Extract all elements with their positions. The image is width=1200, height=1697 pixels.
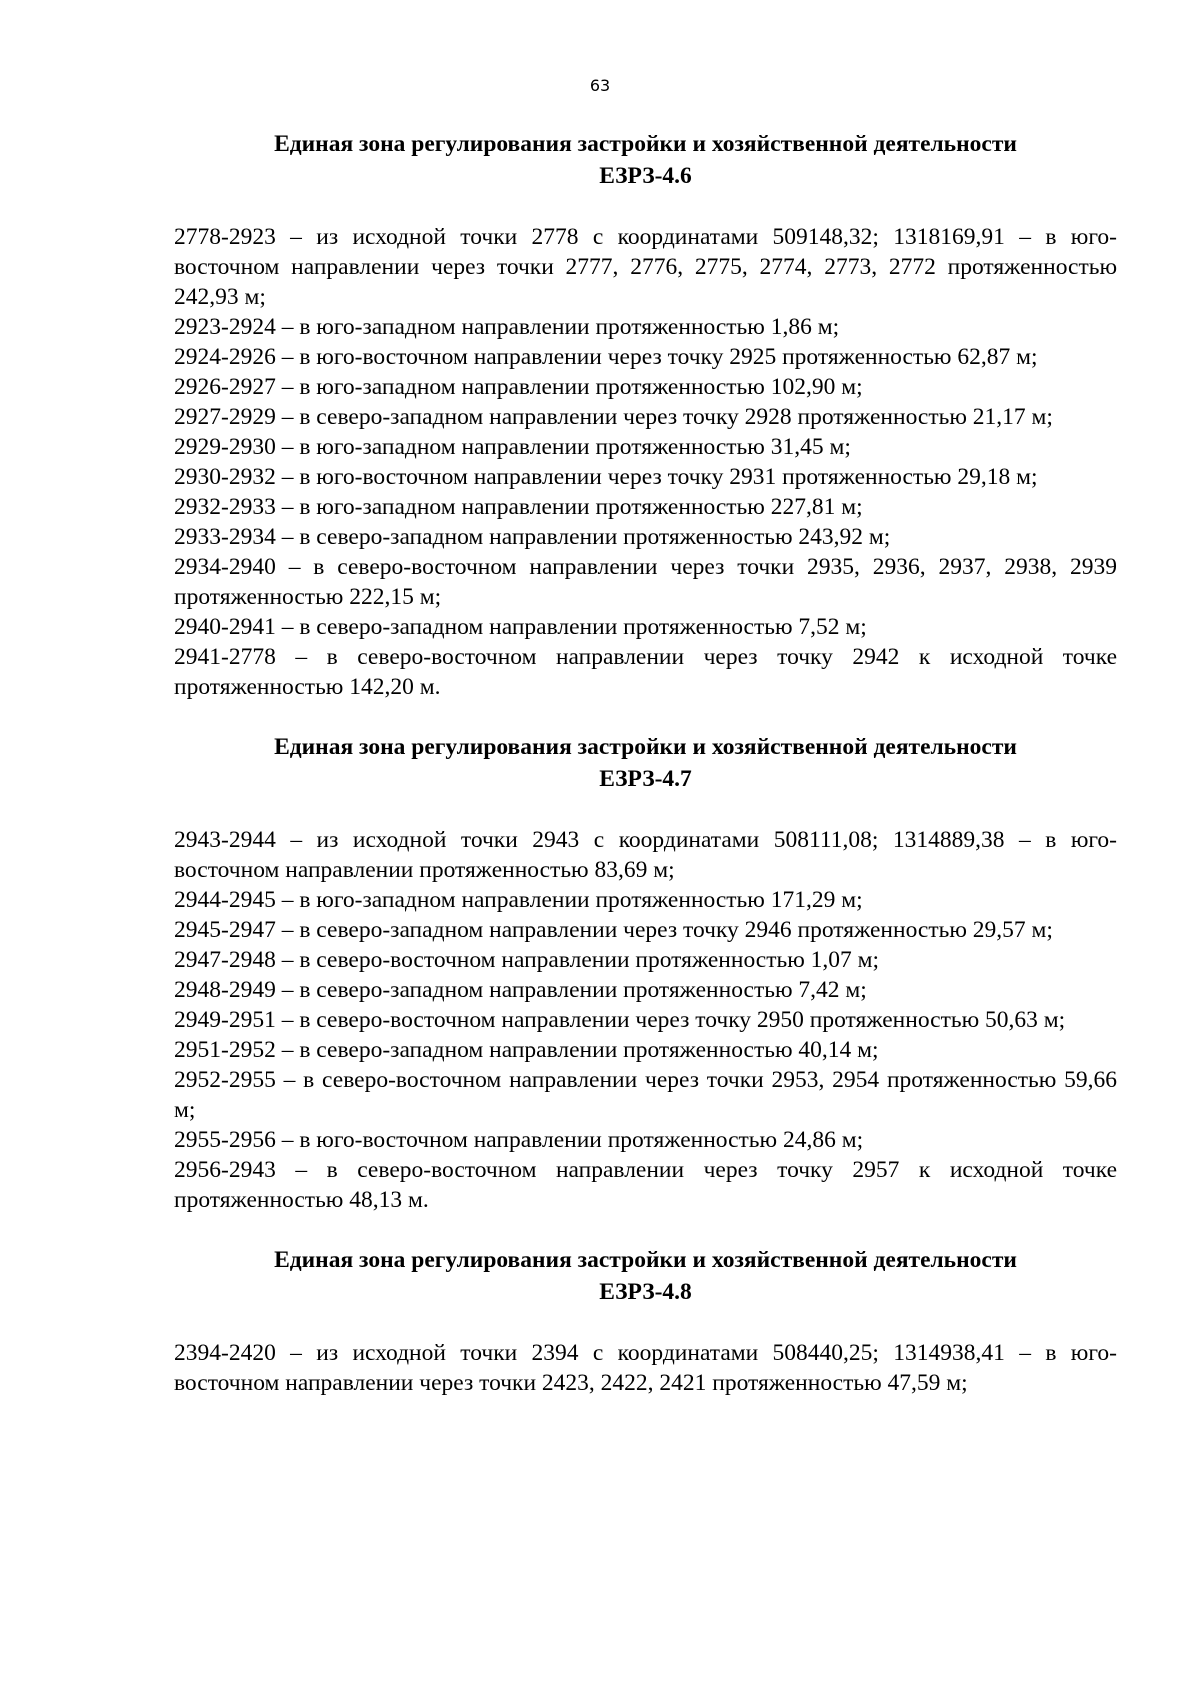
boundary-paragraph: 2945-2947 – в северо-западном направлении через точку 2946 протяженностью 29,57 м;	[174, 917, 1053, 943]
boundary-paragraph: 2941-2778 – в северо-восточном направлении через точку 2942 к исходной точке протяженностью 142,20 м.	[174, 644, 1117, 700]
section-title	[174, 128, 1117, 192]
section-title-line1: Единая зона регулирования застройки и хозяйственной деятельности	[274, 1247, 1017, 1273]
boundary-paragraph: 2933-2934 – в северо-западном направлении протяженностью 243,92 м;	[174, 524, 891, 550]
boundary-paragraph: 2952-2955 – в северо-восточном направлении через точки 2953, 2954 протяженностью 59,66 м;	[174, 1067, 1117, 1123]
document-content	[174, 128, 1117, 1398]
boundary-paragraph: 2947-2948 – в северо-восточном направлении протяженностью 1,07 м;	[174, 947, 880, 973]
section-title	[174, 1244, 1117, 1308]
page-number: 63	[589, 76, 611, 95]
section-title	[174, 731, 1117, 795]
boundary-paragraph: 2934-2940 – в северо-восточном направлении через точки 2935, 2936, 2937, 2938, 2939 протяженностью 222,15 м;	[174, 554, 1117, 610]
boundary-paragraph: 2949-2951 – в северо-восточном направлении через точку 2950 протяженностью 50,63 м;	[174, 1007, 1066, 1033]
boundary-paragraph: 2932-2933 – в юго-западном направлении протяженностью 227,81 м;	[174, 494, 863, 520]
boundary-paragraph: 2926-2927 – в юго-западном направлении протяженностью 102,90 м;	[174, 374, 863, 400]
boundary-paragraph: 2923-2924 – в юго-западном направлении протяженностью 1,86 м;	[174, 314, 840, 340]
boundary-paragraph: 2927-2929 – в северо-западном направлении через точку 2928 протяженностью 21,17 м;	[174, 404, 1053, 430]
section-title-line1: Единая зона регулирования застройки и хозяйственной деятельности	[274, 734, 1017, 760]
section-title-line2: ЕЗРЗ-4.7	[599, 766, 692, 792]
boundary-paragraph: 2924-2926 – в юго-восточном направлении через точку 2925 протяженностью 62,87 м;	[174, 344, 1038, 370]
boundary-paragraph: 2948-2949 – в северо-западном направлении протяженностью 7,42 м;	[174, 977, 867, 1003]
boundary-paragraph: 2930-2932 – в юго-восточном направлении через точку 2931 протяженностью 29,18 м;	[174, 464, 1038, 490]
zone-section-4-8	[174, 1244, 1117, 1398]
boundary-paragraph: 2956-2943 – в северо-восточном направлении через точку 2957 к исходной точке протяженностью 48,13 м.	[174, 1157, 1117, 1213]
section-body	[174, 825, 1117, 1215]
section-title-line2: ЕЗРЗ-4.8	[599, 1279, 692, 1305]
boundary-paragraph: 2944-2945 – в юго-западном направлении протяженностью 171,29 м;	[174, 887, 863, 913]
section-title-line2: ЕЗРЗ-4.6	[599, 163, 692, 189]
zone-section-4-6	[174, 128, 1117, 702]
section-title-line1: Единая зона регулирования застройки и хозяйственной деятельности	[274, 131, 1017, 157]
section-body	[174, 222, 1117, 702]
boundary-paragraph: 2940-2941 – в северо-западном направлении протяженностью 7,52 м;	[174, 614, 867, 640]
boundary-paragraph: 2951-2952 – в северо-западном направлении протяженностью 40,14 м;	[174, 1037, 879, 1063]
boundary-paragraph: 2778-2923 – из исходной точки 2778 с координатами 509148,32; 1318169,91 – в юго-восточном направлении через точки 2777, 2776, 2775, 2774, 2773, 2772 протяженностью 242,93 м;	[174, 224, 1117, 310]
boundary-paragraph: 2943-2944 – из исходной точки 2943 с координатами 508111,08; 1314889,38 – в юго-восточном направлении протяженностью 83,69 м;	[174, 827, 1117, 883]
boundary-paragraph: 2394-2420 – из исходной точки 2394 с координатами 508440,25; 1314938,41 – в юго-восточном направлении через точки 2423, 2422, 2421 протяженностью 47,59 м;	[174, 1340, 1117, 1396]
boundary-paragraph: 2929-2930 – в юго-западном направлении протяженностью 31,45 м;	[174, 434, 851, 460]
section-body	[174, 1338, 1117, 1398]
boundary-paragraph: 2955-2956 – в юго-восточном направлении протяженностью 24,86 м;	[174, 1127, 864, 1153]
zone-section-4-7	[174, 731, 1117, 1215]
